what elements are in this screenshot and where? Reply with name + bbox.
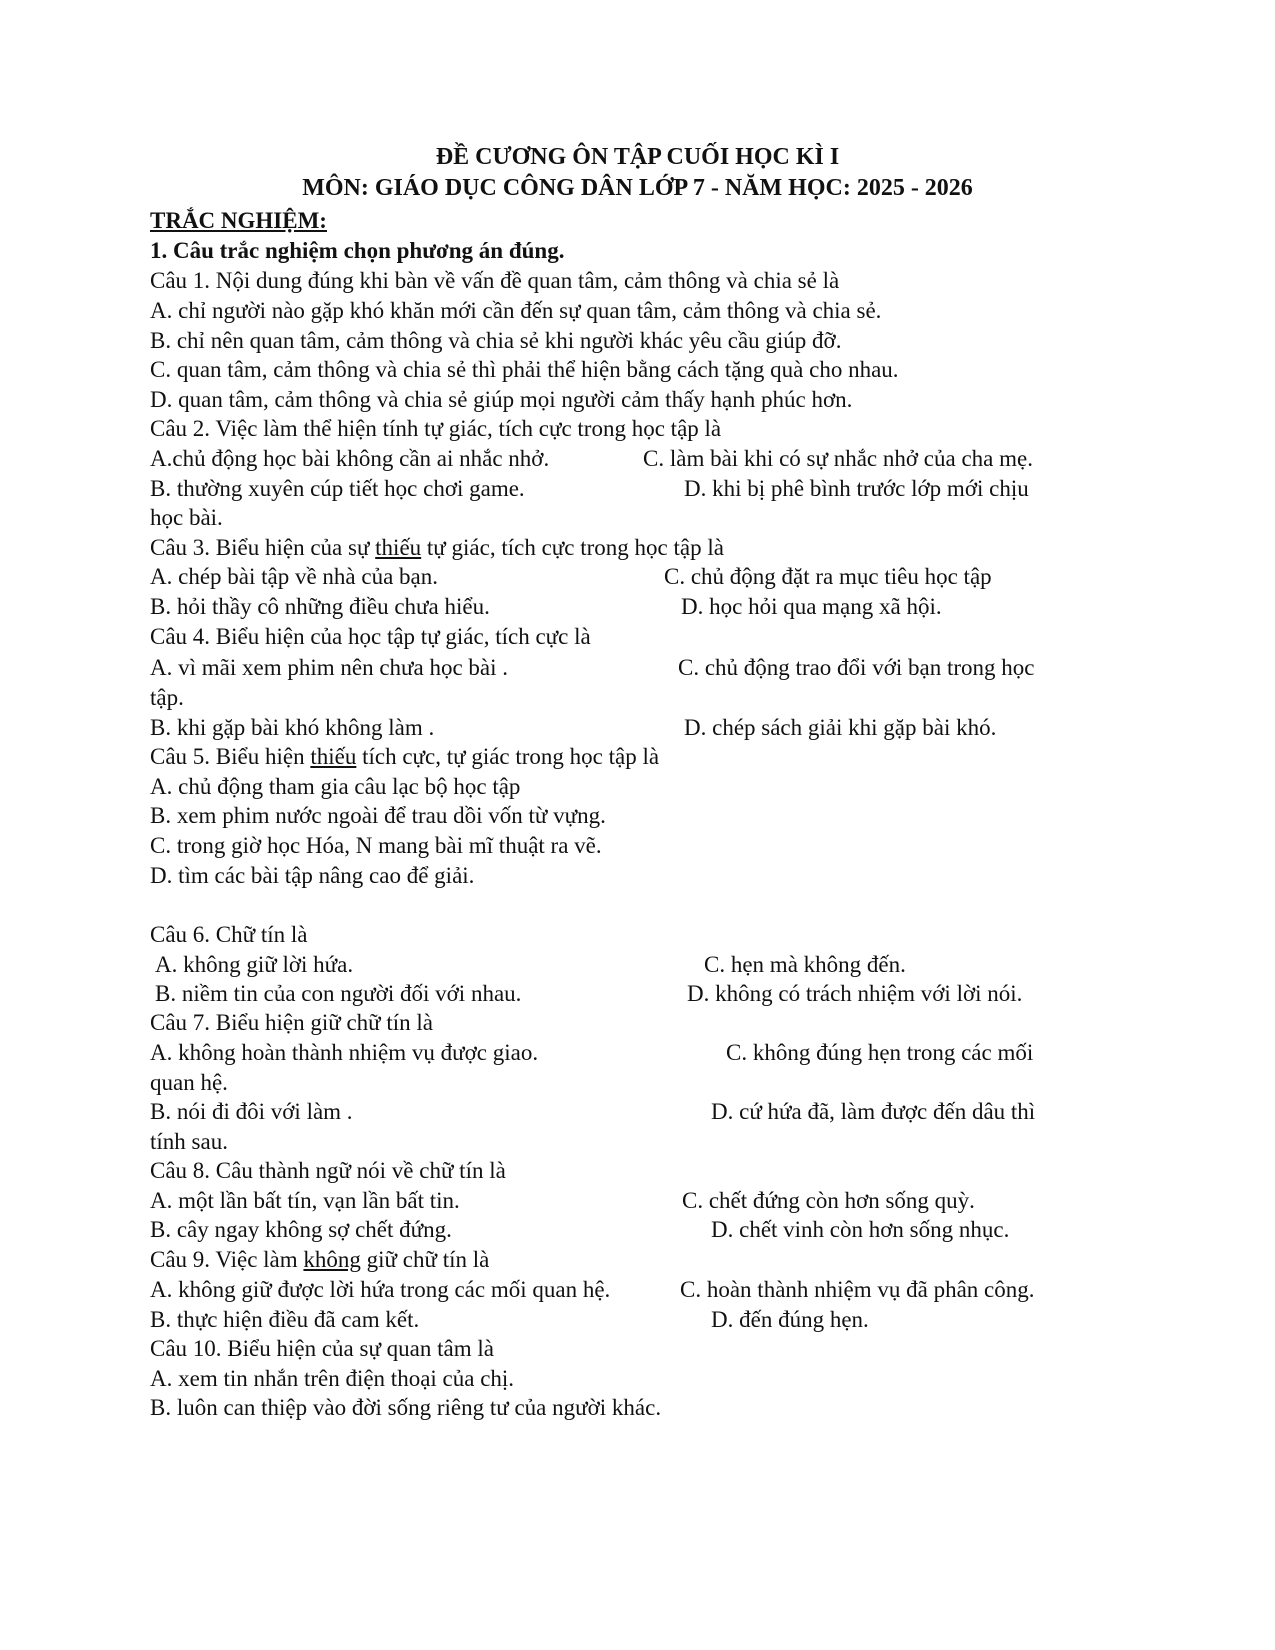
question-8-option-b: B. cây ngay không sợ chết đứng. xyxy=(150,1217,452,1242)
section-subheading: 1. Câu trắc nghiệm chọn phương án đúng. xyxy=(150,238,565,263)
question-6-option-d: D. không có trách nhiệm với lời nói. xyxy=(687,981,1023,1006)
question-8-option-a: A. một lần bất tín, vạn lần bất tin. xyxy=(150,1188,460,1213)
question-6-option-b: B. niềm tin của con người đối với nhau. xyxy=(155,981,522,1006)
question-7-option-c: C. không đúng hẹn trong các mối xyxy=(726,1040,1034,1065)
question-7-option-b: B. nói đi đôi với làm . xyxy=(150,1099,353,1124)
question-7-stem: Câu 7. Biểu hiện giữ chữ tín là xyxy=(150,1010,433,1035)
question-8-option-c: C. chết đứng còn hơn sống quỳ. xyxy=(682,1188,975,1213)
question-9-option-d: D. đến đúng hẹn. xyxy=(711,1307,869,1332)
question-9-option-c: C. hoàn thành nhiệm vụ đã phân công. xyxy=(680,1277,1035,1302)
question-7-option-d: D. cứ hứa đã, làm được đến dâu thì xyxy=(711,1099,1036,1124)
question-1-option-d: D. quan tâm, cảm thông và chia sẻ giúp mọi người cảm thấy hạnh phúc hơn. xyxy=(150,387,853,412)
question-2-option-a: A.chủ động học bài không cần ai nhắc nhở. xyxy=(150,446,550,471)
question-9-option-b: B. thực hiện điều đã cam kết. xyxy=(150,1307,420,1332)
question-1-option-b: B. chỉ nên quan tâm, cảm thông và chia sẻ khi người khác yêu cầu giúp đỡ. xyxy=(150,328,842,353)
question-3-option-c: C. chủ động đặt ra mục tiêu học tập xyxy=(664,564,992,589)
document-title: ĐỀ CƯƠNG ÔN TẬP CUỐI HỌC KÌ I xyxy=(435,144,840,170)
question-10-option-b: B. luôn can thiệp vào đời sống riêng tư của người khác. xyxy=(150,1395,662,1420)
question-7-option-d-continued: tính sau. xyxy=(150,1129,228,1154)
question-6-stem: Câu 6. Chữ tín là xyxy=(150,922,308,947)
question-3-option-a: A. chép bài tập về nhà của bạn. xyxy=(150,564,439,589)
question-3-stem: Câu 3. Biểu hiện của sự thiếu tự giác, tích cực trong học tập là xyxy=(150,535,724,560)
question-2-option-b: B. thường xuyên cúp tiết học chơi game. xyxy=(150,476,525,501)
question-4-option-c: C. chủ động trao đổi với bạn trong học xyxy=(678,655,1035,680)
question-7-option-c-continued: quan hệ. xyxy=(150,1070,228,1095)
question-4-option-c-continued: tập. xyxy=(150,685,184,710)
question-10-option-a: A. xem tin nhắn trên điện thoại của chị. xyxy=(150,1366,515,1391)
question-2-stem: Câu 2. Việc làm thể hiện tính tự giác, tích cực trong học tập là xyxy=(150,416,722,441)
question-2-option-c: C. làm bài khi có sự nhắc nhở của cha mẹ. xyxy=(643,446,1033,471)
question-6-option-c: C. hẹn mà không đến. xyxy=(704,952,906,977)
question-4-option-a: A. vì mãi xem phim nên chưa học bài . xyxy=(150,655,509,680)
question-6-option-a: A. không giữ lời hứa. xyxy=(155,952,354,977)
question-3-option-b: B. hỏi thầy cô những điều chưa hiểu. xyxy=(150,594,490,619)
question-5-option-b: B. xem phim nước ngoài để trau dồi vốn từ vựng. xyxy=(150,803,606,828)
question-9-stem: Câu 9. Việc làm không giữ chữ tín là xyxy=(150,1247,490,1272)
question-5-option-d: D. tìm các bài tập nâng cao để giải. xyxy=(150,863,475,888)
question-2-option-d-continued: học bài. xyxy=(150,505,223,530)
question-8-stem: Câu 8. Câu thành ngữ nói về chữ tín là xyxy=(150,1158,506,1183)
question-9-option-a: A. không giữ được lời hứa trong các mối quan hệ. xyxy=(150,1277,611,1302)
question-4-option-d: D. chép sách giải khi gặp bài khó. xyxy=(684,715,997,740)
underlined-word: thiếu xyxy=(310,744,357,769)
question-4-stem: Câu 4. Biểu hiện của học tập tự giác, tích cực là xyxy=(150,624,591,649)
question-3-option-d: D. học hỏi qua mạng xã hội. xyxy=(681,594,942,619)
section-heading: TRẮC NGHIỆM: xyxy=(150,208,327,233)
document-subtitle: MÔN: GIÁO DỤC CÔNG DÂN LỚP 7 - NĂM HỌC: 2025 - 2026 xyxy=(302,175,973,201)
question-1-stem: Câu 1. Nội dung đúng khi bàn về vấn đề quan tâm, cảm thông và chia sẻ là xyxy=(150,268,840,293)
question-2-option-d: D. khi bị phê bình trước lớp mới chịu xyxy=(684,476,1029,501)
question-1-option-a: A. chỉ người nào gặp khó khăn mới cần đến sự quan tâm, cảm thông và chia sẻ. xyxy=(150,298,882,323)
question-5-stem: Câu 5. Biểu hiện thiếu tích cực, tự giác trong học tập là xyxy=(150,744,660,769)
question-5-option-c: C. trong giờ học Hóa, N mang bài mĩ thuật ra vẽ. xyxy=(150,833,602,858)
question-7-option-a: A. không hoàn thành nhiệm vụ được giao. xyxy=(150,1040,539,1065)
underlined-word: thiếu xyxy=(375,535,422,560)
question-8-option-d: D. chết vinh còn hơn sống nhục. xyxy=(711,1217,1010,1242)
question-10-stem: Câu 10. Biểu hiện của sự quan tâm là xyxy=(150,1336,494,1361)
question-5-option-a: A. chủ động tham gia câu lạc bộ học tập xyxy=(150,774,521,799)
question-1-option-c: C. quan tâm, cảm thông và chia sẻ thì phải thể hiện bằng cách tặng quà cho nhau. xyxy=(150,357,899,382)
underlined-word: không xyxy=(303,1247,361,1272)
question-4-option-b: B. khi gặp bài khó không làm . xyxy=(150,715,435,740)
